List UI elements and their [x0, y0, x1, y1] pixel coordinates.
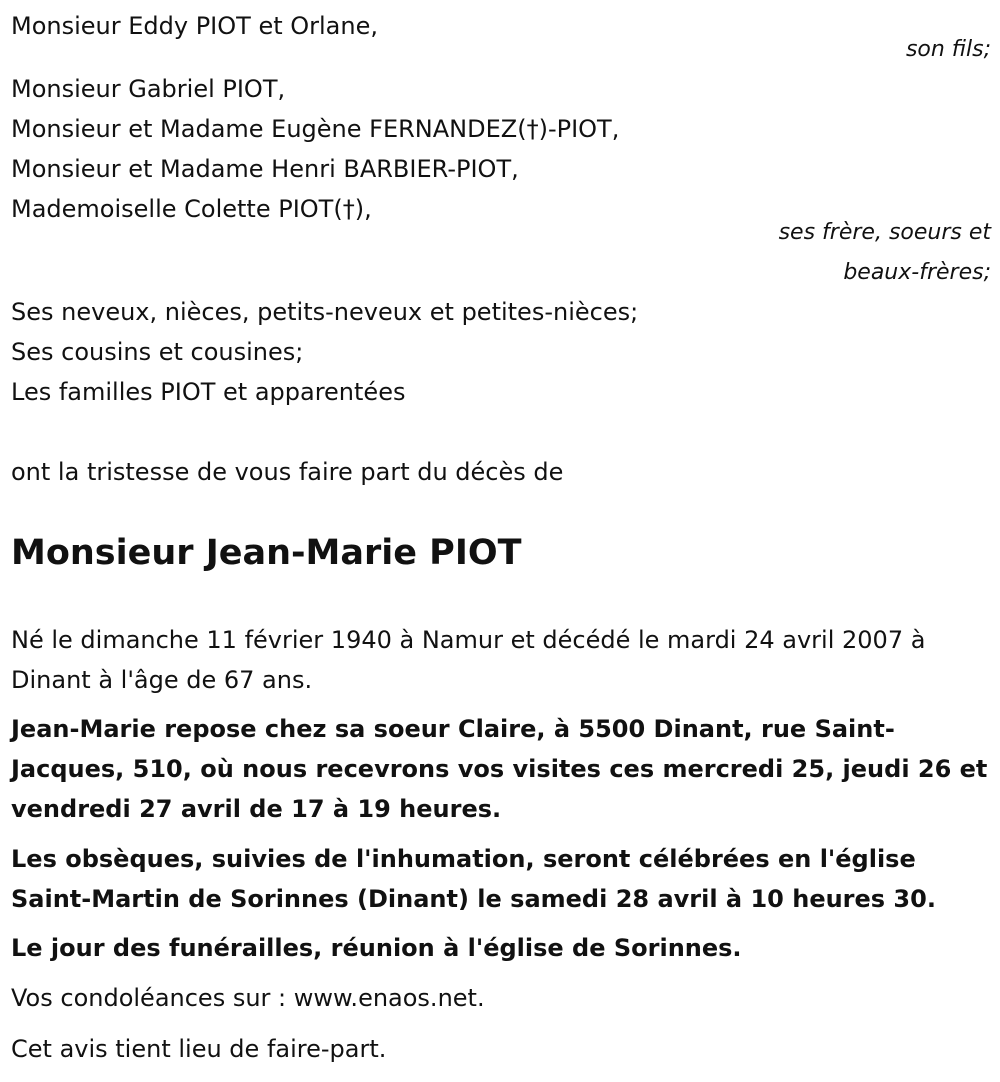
visitation-paragraph: Jean-Marie repose chez sa soeur Claire, à 5500 Dinant, rue Saint-Jacques, 510, où nous recevrons vos visites ces mercredi 25, jeudi 26 et vendredi 27 avril de 17 à 19 heures.: [11, 715, 988, 823]
relation-siblings-line1: ses frère, soeurs et: [778, 220, 991, 245]
intro-text: ont la tristesse de vous faire part du décès de: [11, 458, 564, 486]
condolences-line: Vos condoléances sur : www.enaos.net.: [11, 984, 485, 1012]
funeral-paragraph: Les obsèques, suivies de l'inhumation, seront célébrées en l'église Saint-Martin de Sorinnes (Dinant) le samedi 28 avril à 10 heures 30.: [11, 845, 936, 913]
family-line-families: Les familles PIOT et apparentées: [11, 378, 406, 406]
notice-line: Cet avis tient lieu de faire-part.: [11, 1035, 387, 1063]
relation-siblings-line2: beaux-frères;: [843, 260, 991, 285]
family-line-fernandez: Monsieur et Madame Eugène FERNANDEZ(†)-PIOT,: [11, 115, 620, 143]
family-line-cousins: Ses cousins et cousines;: [11, 338, 304, 366]
birth-death-paragraph: Né le dimanche 11 février 1940 à Namur et décédé le mardi 24 avril 2007 à Dinant à l'âge de 67 ans.: [11, 626, 926, 694]
family-line-colette: Mademoiselle Colette PIOT(†),: [11, 195, 372, 223]
relation-son: son fils;: [905, 37, 991, 62]
family-line-barbier: Monsieur et Madame Henri BARBIER-PIOT,: [11, 155, 519, 183]
family-line-nephews: Ses neveux, nièces, petits-neveux et petites-nièces;: [11, 298, 639, 326]
deceased-name: Monsieur Jean-Marie PIOT: [11, 533, 522, 573]
family-line-eddy: Monsieur Eddy PIOT et Orlane,: [11, 12, 378, 40]
family-line-gabriel: Monsieur Gabriel PIOT,: [11, 75, 286, 103]
gathering-paragraph: Le jour des funérailles, réunion à l'église de Sorinnes.: [11, 934, 742, 962]
